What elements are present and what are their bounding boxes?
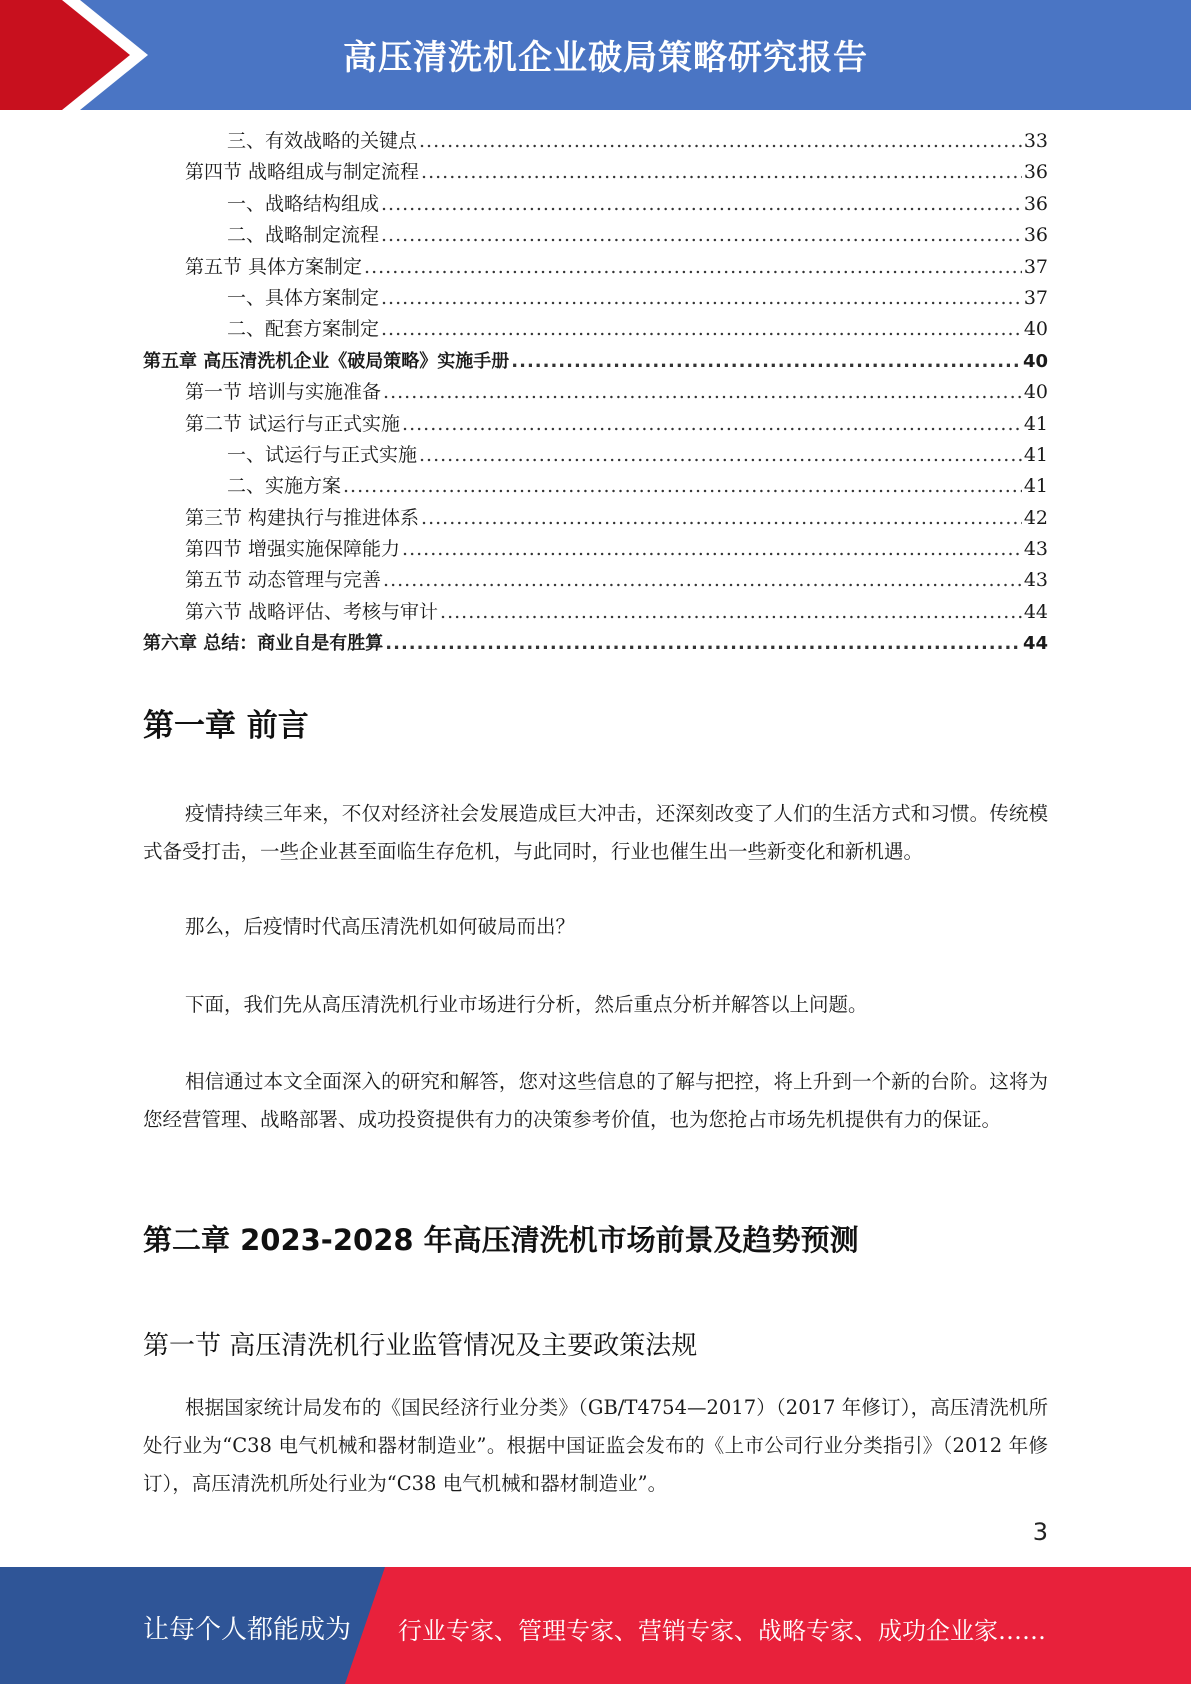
toc-entry-page: 41 <box>1023 443 1048 466</box>
toc-entry-label: 一、具体方案制定 <box>227 286 380 309</box>
toc-entry-label: 第六节 战略评估、考核与审计 <box>185 600 439 623</box>
toc-entry[interactable] <box>143 565 1048 596</box>
toc-entry-page: 37 <box>1023 255 1048 278</box>
page-number: 3 <box>1032 1518 1048 1546</box>
page-header <box>0 0 1191 110</box>
toc-entry[interactable] <box>143 314 1048 345</box>
toc-entry-page: 40 <box>1022 350 1048 372</box>
toc-entry[interactable] <box>143 252 1048 283</box>
toc-dot-leader <box>383 377 1022 408</box>
toc-dot-leader <box>364 252 1022 283</box>
toc-dot-leader <box>440 597 1022 628</box>
toc-entry-page: 43 <box>1023 538 1048 561</box>
toc-dot-leader <box>383 565 1022 596</box>
toc-entry-label: 第三节 构建执行与推进体系 <box>185 506 420 529</box>
toc-entry[interactable] <box>143 597 1048 628</box>
toc-entry-page: 44 <box>1023 600 1048 623</box>
toc-entry-page: 33 <box>1023 130 1048 152</box>
toc-entry-label: 第四节 增强实施保障能力 <box>185 538 401 561</box>
toc-entry[interactable] <box>143 409 1048 440</box>
toc-dot-leader <box>381 220 1022 251</box>
toc-entry[interactable] <box>143 628 1048 659</box>
toc-dot-leader <box>421 503 1022 534</box>
toc-entry-page: 42 <box>1023 506 1048 529</box>
toc-entry-label: 第四节 战略组成与制定流程 <box>185 161 420 184</box>
toc-dot-leader <box>421 157 1022 188</box>
toc-entry[interactable] <box>143 471 1048 502</box>
report-title: 高压清洗机企业破局策略研究报告 <box>343 38 868 78</box>
toc-entry-label: 第二节 试运行与正式实施 <box>185 412 401 435</box>
toc-entry-page: 36 <box>1023 192 1048 215</box>
toc-entry-page: 36 <box>1023 224 1048 247</box>
table-of-contents <box>143 126 1048 660</box>
toc-entry-label: 第五章 高压清洗机企业《破局策略》实施手册 <box>143 350 510 372</box>
toc-entry-page: 36 <box>1023 161 1048 184</box>
toc-entry[interactable] <box>143 346 1048 377</box>
toc-entry[interactable] <box>143 534 1048 565</box>
footer-slogan-right: 行业专家、管理专家、营销专家、战略专家、成功企业家…… <box>398 1617 1046 1645</box>
toc-dot-leader <box>419 126 1022 157</box>
toc-entry-label: 第六章 总结：商业自是有胜算 <box>143 633 384 655</box>
toc-dot-leader <box>381 283 1022 314</box>
paragraph: 疫情持续三年来，不仅对经济社会发展造成巨大冲击，还深刻改变了人们的生活方式和习惯。传统模式备受打击，一些企业甚至面临生存危机，与此同时，行业也催生出一些新变化和新机遇。 <box>143 802 1048 863</box>
toc-entry-page: 44 <box>1022 633 1048 655</box>
toc-entry[interactable] <box>143 189 1048 220</box>
toc-entry-label: 三、有效战略的关键点 <box>227 130 418 152</box>
toc-dot-leader <box>385 628 1021 659</box>
toc-dot-leader <box>381 314 1022 345</box>
toc-entry-label: 一、战略结构组成 <box>227 192 380 215</box>
toc-dot-leader <box>381 189 1022 220</box>
toc-entry-page: 40 <box>1023 381 1048 404</box>
toc-dot-leader <box>419 440 1022 471</box>
toc-entry[interactable] <box>143 377 1048 408</box>
toc-entry-label: 第五节 动态管理与完善 <box>185 569 382 592</box>
toc-dot-leader <box>402 409 1022 440</box>
toc-entry-label: 二、配套方案制定 <box>227 318 380 341</box>
toc-entry-label: 二、实施方案 <box>227 475 342 498</box>
paragraph: 相信通过本文全面深入的研究和解答，您对这些信息的了解与把控，将上升到一个新的台阶。这将为您经营管理、战略部署、成功投资提供有力的决策参考价值，也为您抢占市场先机提供有力的保证。 <box>143 1070 1048 1131</box>
toc-entry-page: 41 <box>1023 412 1048 435</box>
footer-slogan-left: 让每个人都能成为 <box>143 1615 352 1645</box>
toc-entry-page: 37 <box>1023 286 1048 309</box>
toc-entry-label: 第五节 具体方案制定 <box>185 255 363 278</box>
paragraph: 下面，我们先从高压清洗机行业市场进行分析，然后重点分析并解答以上问题。 <box>185 993 868 1016</box>
toc-entry[interactable] <box>143 503 1048 534</box>
toc-dot-leader <box>402 534 1022 565</box>
toc-dot-leader <box>511 346 1021 377</box>
toc-entry[interactable] <box>143 157 1048 188</box>
page-footer <box>0 1567 1191 1684</box>
chapter-heading: 第二章 2023-2028 年高压清洗机市场前景及趋势预测 <box>143 1223 859 1257</box>
toc-entry-page: 43 <box>1023 569 1048 592</box>
toc-entry-label: 第一节 培训与实施准备 <box>185 381 382 404</box>
toc-entry[interactable] <box>143 283 1048 314</box>
toc-entry[interactable] <box>143 440 1048 471</box>
paragraph: 那么，后疫情时代高压清洗机如何破局而出？ <box>185 915 576 938</box>
chapter-heading: 第一章 前言 <box>143 708 309 744</box>
toc-entry-page: 40 <box>1023 318 1048 341</box>
toc-dot-leader <box>343 471 1022 502</box>
toc-entry-page: 41 <box>1023 475 1048 498</box>
toc-entry-label: 二、战略制定流程 <box>227 224 380 247</box>
section-heading: 第一节 高压清洗机行业监管情况及主要政策法规 <box>143 1331 698 1361</box>
paragraph: 根据国家统计局发布的《国民经济行业分类》（GB/T4754—2017）（2017 年修订），高压清洗机所处行业为“C38 电气机械和器材制造业”。根据中国证监会发布的《上市公司行业分类指引》（2012 年修订），高压清洗机所处行业为“C38 电气机械和器材制造业”。 <box>143 1396 1048 1495</box>
toc-entry[interactable] <box>143 220 1048 251</box>
toc-entry[interactable] <box>143 126 1048 157</box>
toc-entry-label: 一、试运行与正式实施 <box>227 443 418 466</box>
